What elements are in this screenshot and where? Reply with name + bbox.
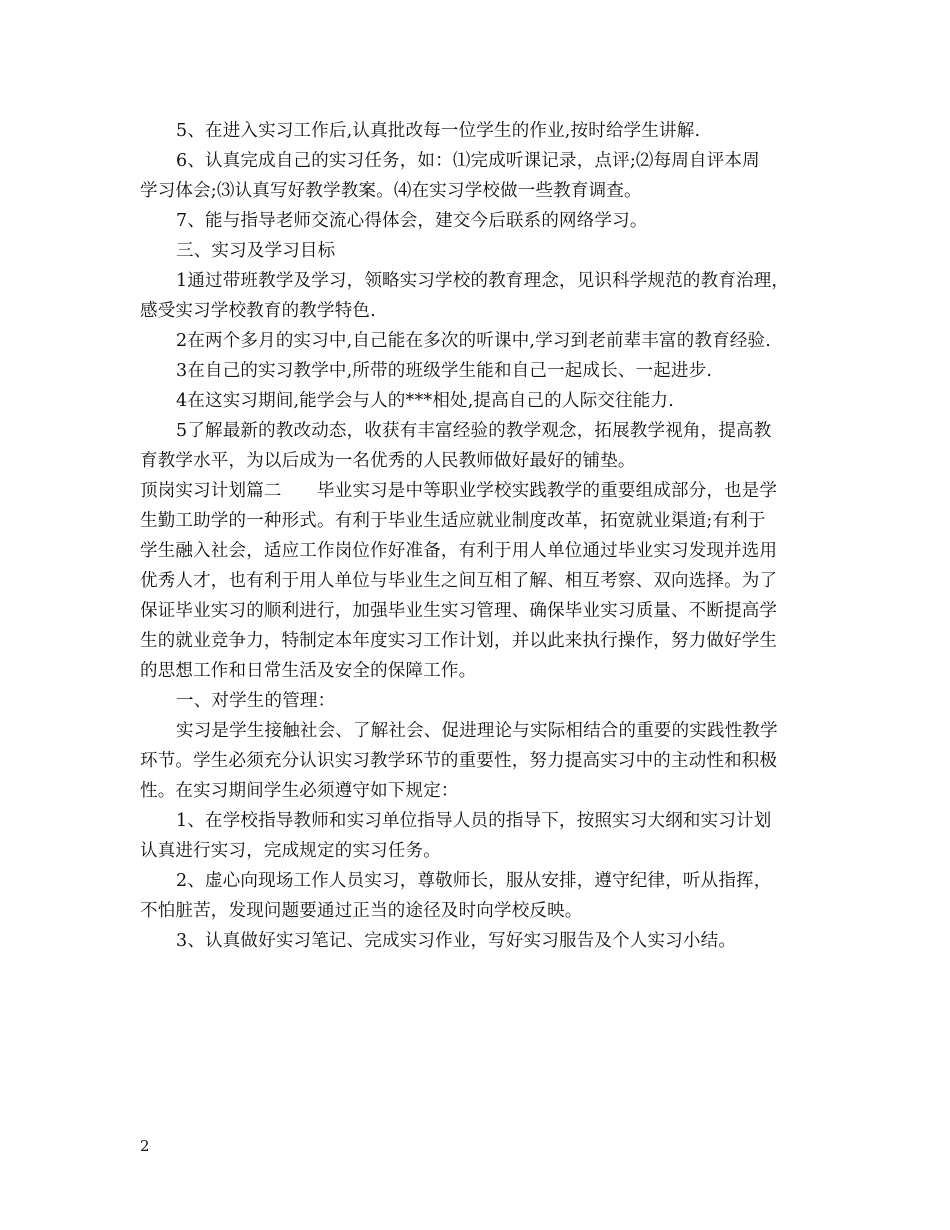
paragraph-line: 4在这实习期间,能学会与人的***相处,提高自己的人际交往能力. xyxy=(176,391,674,411)
paragraph-line: 优秀人才，也有利于用人单位与毕业生之间互相了解、相互考察、双向选择。为了 xyxy=(140,571,778,591)
paragraph-line: 2在两个多月的实习中,自己能在多次的听课中,学习到老前辈丰富的教育经验. xyxy=(176,331,772,351)
paragraph-line: 生的就业竞争力，特制定本年度实习工作计划，并以此来执行操作，努力做好学生 xyxy=(140,631,778,651)
section-title-line: 顶岗实习计划篇二 毕业实习是中等职业学校实践教学的重要组成部分，也是学 xyxy=(140,481,778,501)
paragraph-line: 学生融入社会，适应工作岗位作好准备，有利于用人单位通过毕业实习发现并选用 xyxy=(140,541,778,561)
paragraph-line: 感受实习学校教育的教学特色. xyxy=(140,301,376,321)
paragraph-line: 2、虚心向现场工作人员实习，尊敬师长，服从安排，遵守纪律，听从指挥， xyxy=(176,871,772,891)
paragraph-line: 环节。学生必须充分认识实习教学环节的重要性，努力提高实习中的主动性和积极 xyxy=(140,751,778,771)
paragraph-line: 育教学水平，为以后成为一名优秀的人民教师做好最好的铺垫。 xyxy=(140,451,636,471)
paragraph-line: 3、认真做好实习笔记、完成实习作业，写好实习服告及个人实习小结。 xyxy=(176,931,737,951)
document-body xyxy=(140,116,830,956)
paragraph-line: 3在自己的实习教学中,所带的班级学生能和自己一起成长、一起进步. xyxy=(176,361,713,381)
paragraph-line: 性。在实习期间学生必须遵守如下规定： xyxy=(140,781,459,801)
paragraph-line: 实习是学生接触社会、了解社会、促进理论与实际相结合的重要的实践性教学 xyxy=(176,721,778,741)
paragraph-line: 不怕脏苦，发现问题要通过正当的途径及时向学校反映。 xyxy=(140,901,583,921)
section-heading: 三、实习及学习目标 xyxy=(176,241,336,261)
paragraph-line: 7、能与指导老师交流心得体会，建交今后联系的网络学习。 xyxy=(176,211,648,231)
paragraph-line: 6、认真完成自己的实习任务，如：⑴完成听课记录，点评;⑵每周自评本周 xyxy=(176,151,760,171)
paragraph-line: 1、在学校指导教师和实习单位指导人员的指导下，按照实习大纲和实习计划 xyxy=(176,811,772,831)
paragraph-line: 5了解最新的教改动态，收获有丰富经验的教学观念，拓展教学视角，提高教 xyxy=(176,421,772,441)
page-number: 2 xyxy=(140,1137,150,1155)
paragraph-line: 1通过带班教学及学习，领略实习学校的教育理念，见识科学规范的教育治理， xyxy=(176,271,790,291)
paragraph-line: 保证毕业实习的顺利进行，加强毕业生实习管理、确保毕业实习质量、不断提高学 xyxy=(140,601,778,621)
paragraph-line: 认真进行实习，完成规定的实习任务。 xyxy=(140,841,441,861)
paragraph-line: 学习体会;⑶认真写好教学教案。⑷在实习学校做一些教育调查。 xyxy=(140,181,642,201)
section-heading: 一、对学生的管理： xyxy=(176,691,336,711)
paragraph-line: 5、在进入实习工作后,认真批改每一位学生的作业,按时给学生讲解. xyxy=(176,121,701,141)
paragraph-line: 的思想工作和日常生活及安全的保障工作。 xyxy=(140,661,477,681)
paragraph-line: 生勤工助学的一种形式。有利于毕业生适应就业制度改革，拓宽就业渠道;有利于 xyxy=(140,511,766,531)
